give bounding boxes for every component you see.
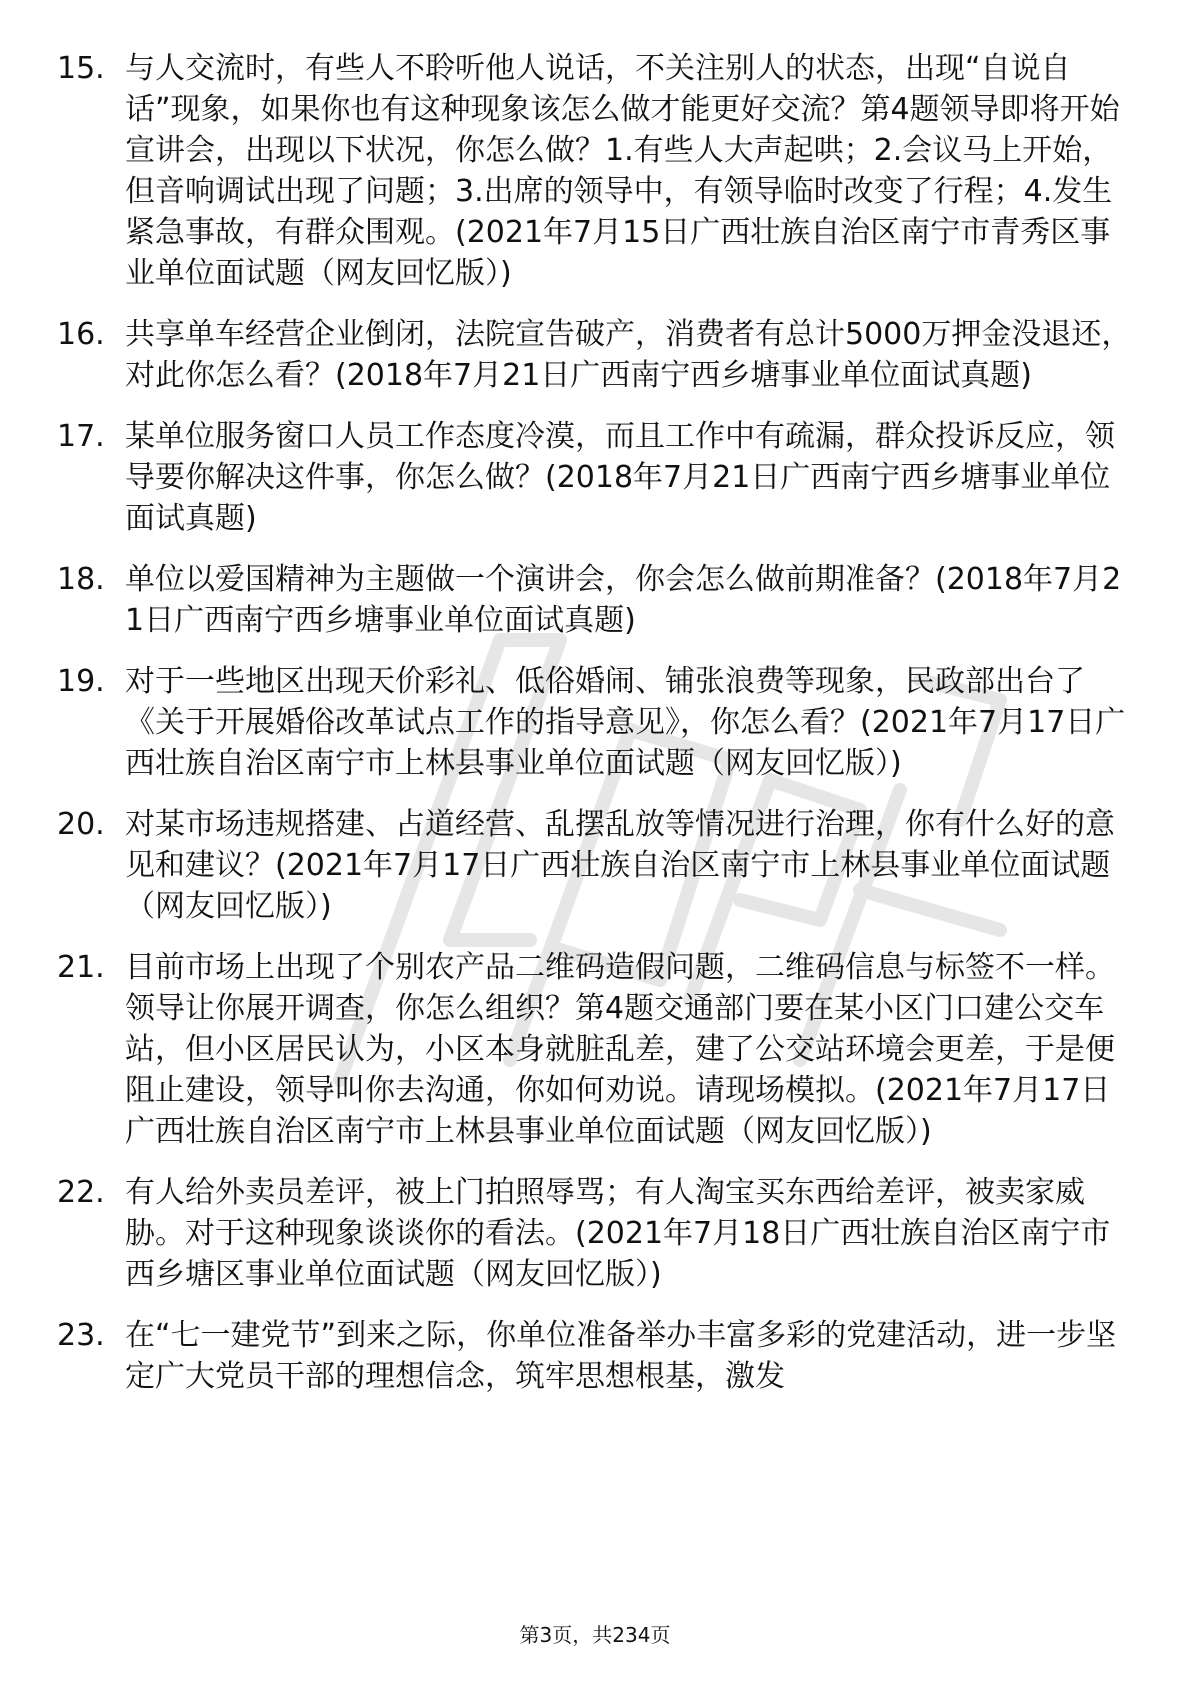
- question-item: [57, 1172, 1137, 1295]
- question-text: 共享单车经营企业倒闭，法院宣告破产，消费者有总计5000万押金没退还，对此你怎么看？(2018年7月21日广西南宁西乡塘事业单位面试真题): [125, 317, 1132, 393]
- question-text: 目前市场上出现了个别农产品二维码造假问题，二维码信息与标签不一样。领导让你展开调查，你怎么组织？第4题交通部门要在某小区门口建公交车站，但小区居民认为，小区本身就脏乱差，建了公交站环境会更差，于是便阻止建设，领导叫你去沟通，你如何劝说。请现场模拟。(2021年7月17日广西壮族自治区南宁市上林县事业单位面试题（网友回忆版）): [125, 950, 1115, 1149]
- question-number: 18.: [57, 562, 105, 597]
- question-item: [57, 804, 1137, 927]
- page-number: 第3页，共234页: [519, 1623, 671, 1647]
- question-item: [57, 661, 1137, 784]
- question-text: 与人交流时，有些人不聆听他人说话，不关注别人的状态，出现“自说自话”现象，如果你也有这种现象该怎么做才能更好交流？第4题领导即将开始宣讲会，出现以下状况，你怎么做？1.有些人大声起哄；2.会议马上开始，但音响调试出现了问题；3.出席的领导中，有领导临时改变了行程；4.发生紧急事故，有群众围观。(2021年7月15日广西壮族自治区南宁市青秀区事业单位面试题（网友回忆版）): [125, 51, 1120, 291]
- question-item: [57, 947, 1137, 1152]
- question-number: 16.: [57, 317, 105, 352]
- question-item: [57, 48, 1137, 294]
- question-item: [57, 416, 1137, 539]
- question-text: 某单位服务窗口人员工作态度冷漠，而且工作中有疏漏，群众投诉反应，领导要你解决这件事，你怎么做？(2018年7月21日广西南宁西乡塘事业单位面试真题): [125, 419, 1115, 536]
- page-footer: [0, 1622, 1190, 1648]
- question-number: 22.: [57, 1175, 105, 1210]
- question-number: 17.: [57, 419, 105, 454]
- question-text: 对于一些地区出现天价彩礼、低俗婚闹、铺张浪费等现象，民政部出台了《关于开展婚俗改革试点工作的指导意见》，你怎么看？(2021年7月17日广西壮族自治区南宁市上林县事业单位面试题（网友回忆版）): [125, 664, 1126, 781]
- question-text: 有人给外卖员差评，被上门拍照辱骂；有人淘宝买东西给差评，被卖家威胁。对于这种现象谈谈你的看法。(2021年7月18日广西壮族自治区南宁市西乡塘区事业单位面试题（网友回忆版）): [125, 1175, 1111, 1292]
- question-item: [57, 314, 1137, 396]
- question-list: [57, 48, 1137, 1417]
- question-number: 21.: [57, 950, 105, 985]
- question-item: [57, 559, 1137, 641]
- question-text: 在“七一建党节”到来之际，你单位准备举办丰富多彩的党建活动，进一步坚定广大党员干部的理想信念，筑牢思想根基，激发: [125, 1318, 1117, 1394]
- question-number: 15.: [57, 51, 105, 86]
- question-text: 单位以爱国精神为主题做一个演讲会，你会怎么做前期准备？(2018年7月21日广西南宁西乡塘事业单位面试真题): [125, 562, 1122, 638]
- question-number: 19.: [57, 664, 105, 699]
- question-number: 20.: [57, 807, 105, 842]
- question-text: 对某市场违规搭建、占道经营、乱摆乱放等情况进行治理，你有什么好的意见和建议？(2021年7月17日广西壮族自治区南宁市上林县事业单位面试题（网友回忆版）): [125, 807, 1115, 924]
- question-item: [57, 1315, 1137, 1397]
- question-number: 23.: [57, 1318, 105, 1353]
